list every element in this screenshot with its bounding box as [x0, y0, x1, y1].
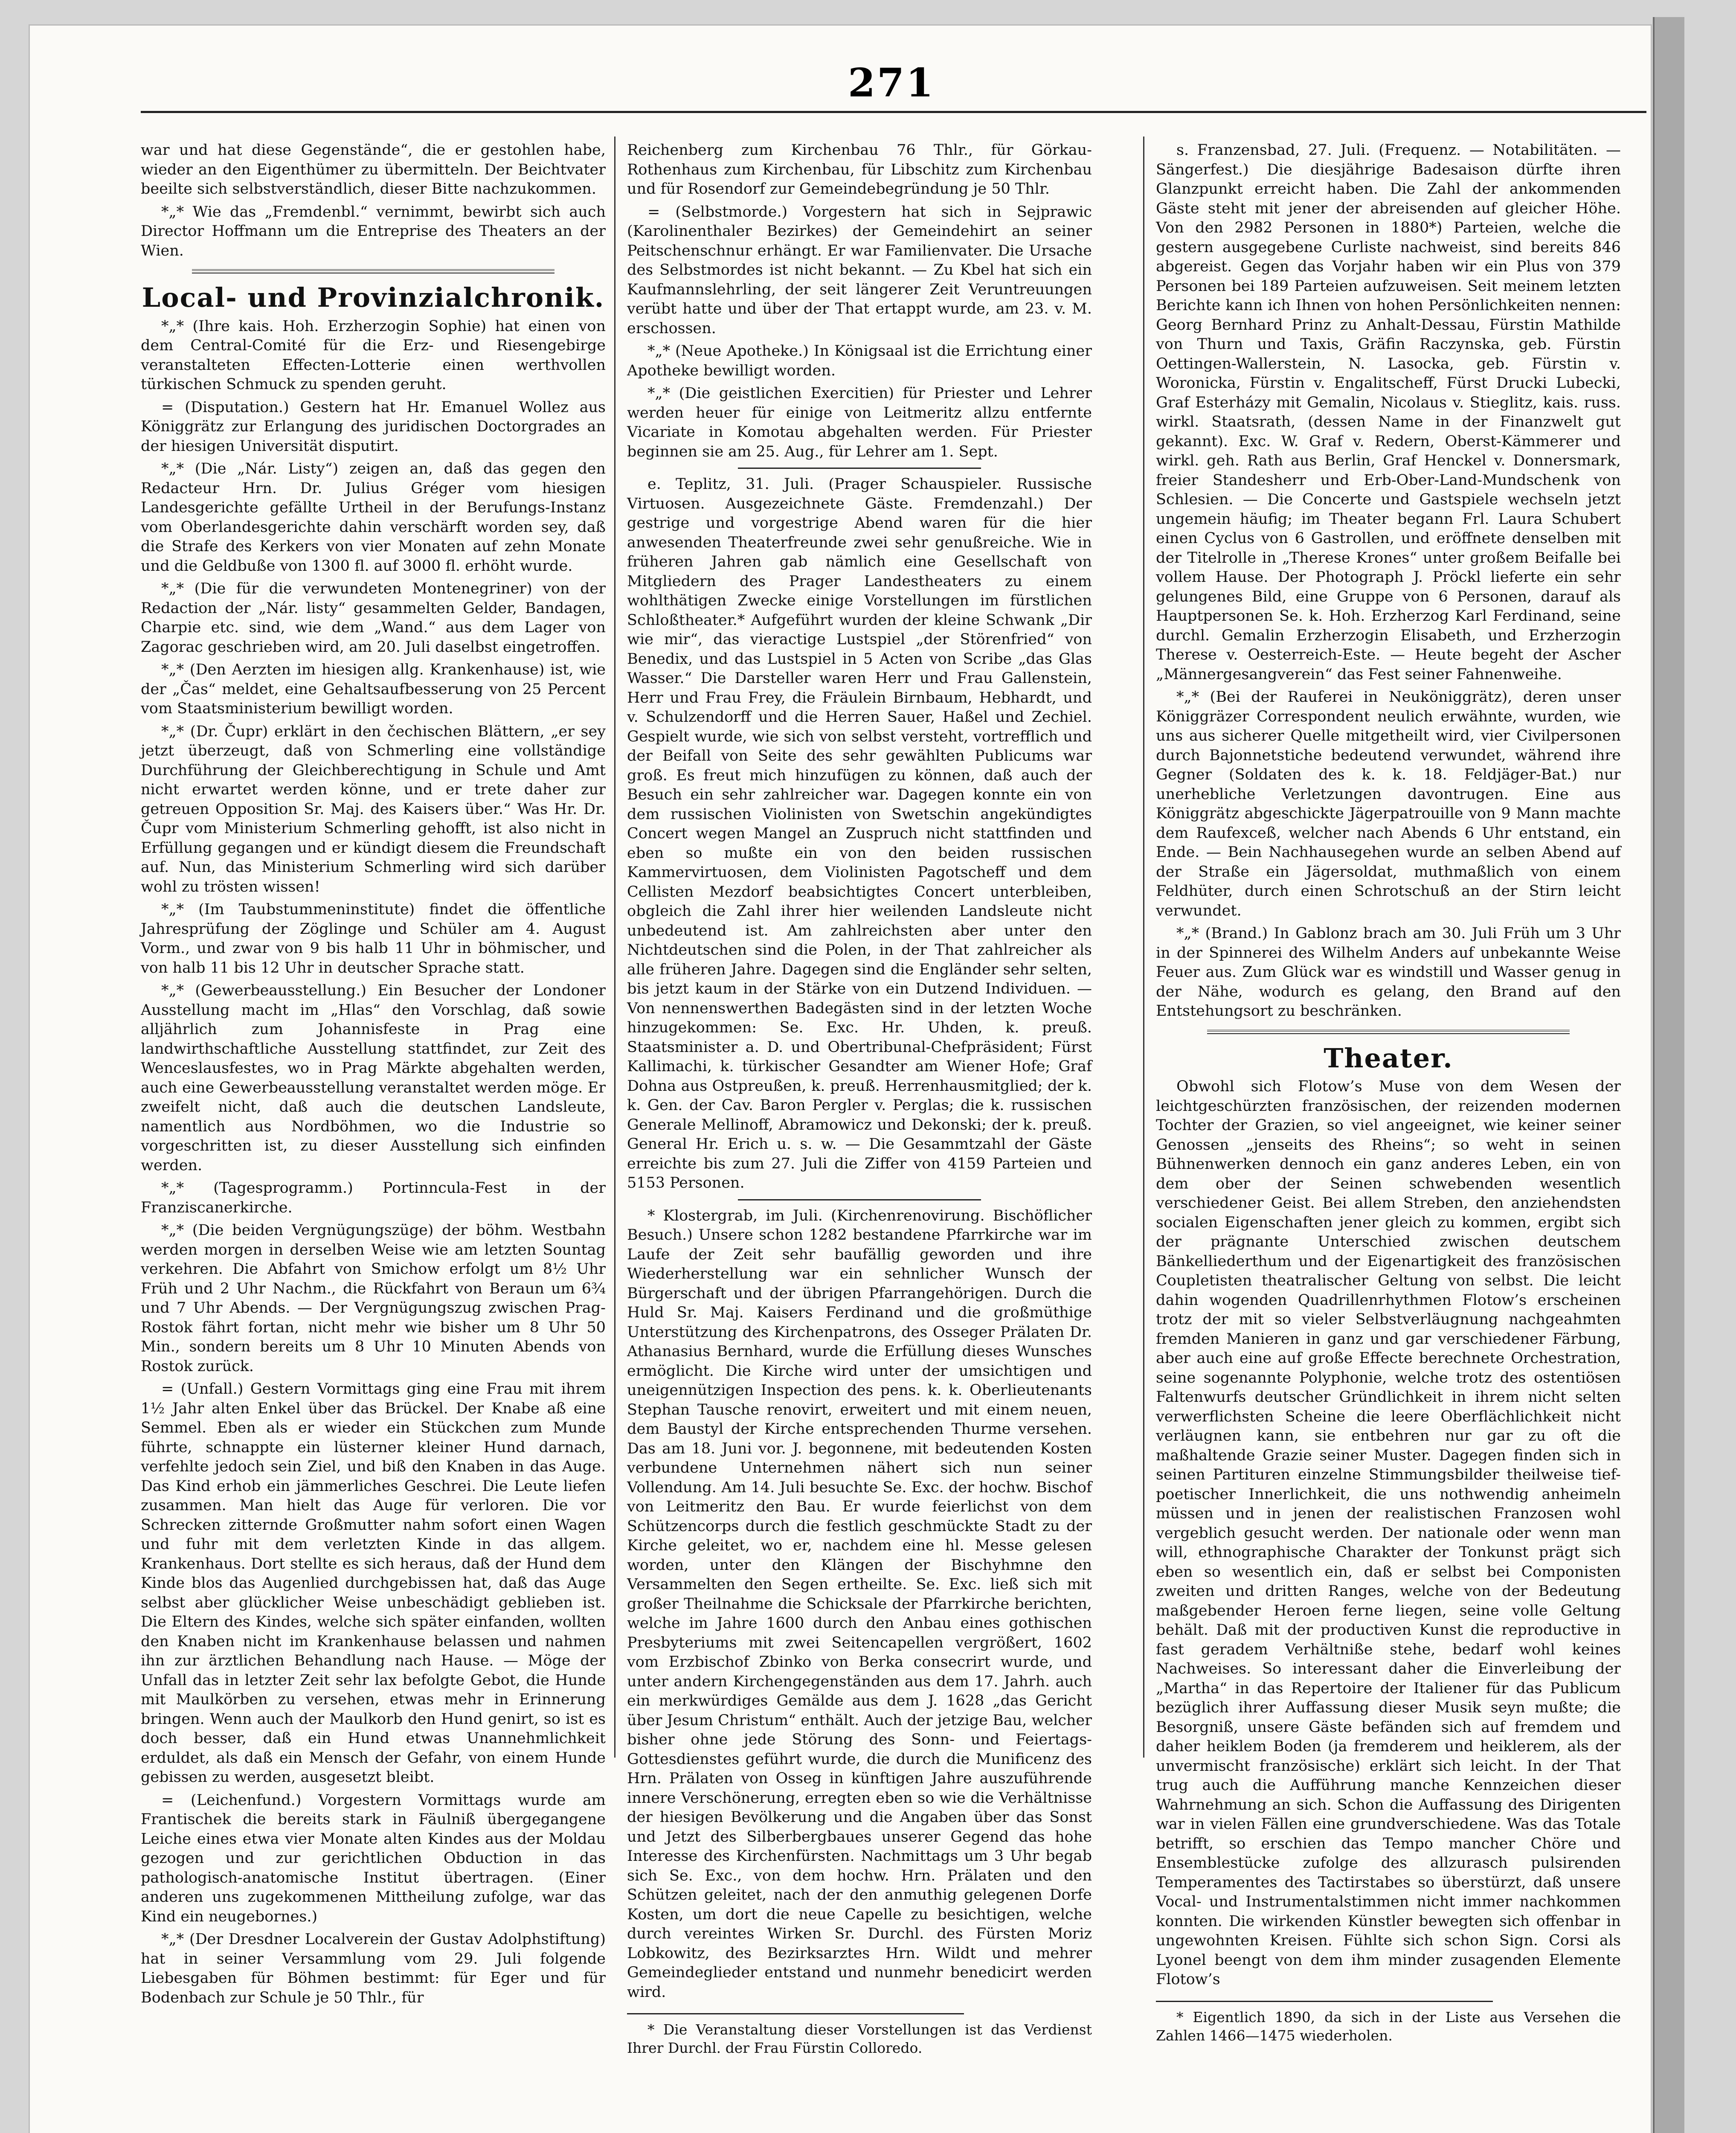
article-nar-listy: *„* (Die „Nár. Listy“) zeigen an, daß das gegen den Redacteur Hrn. Dr. Julius Gréger vom hiesigen Landesgerichte gefällte Urtheil in der Berufungs-Instanz vom Oberlandesgerichte dahin verschärft worden sey, daß die Strafe des Kerkers von vier Monaten auf zehn Monate und die Geldbuße von 1300 fl. auf 3000 fl. erhöht wurde.	[141, 460, 606, 575]
article-disputation: = (Disputation.) Gestern hat Hr. Emanuel Wollez aus Königgrätz zur Erlangung des juridischen Doctorgrades an der hiesigen Universität disputirt.	[141, 398, 606, 455]
section-title-theater: Theater.	[1324, 1042, 1453, 1074]
article-taubstummen: *„* (Im Taubstummeninstitute) findet die öffentliche Jahresprüfung der Zöglinge und Schüler am 4. August Vorm., und zwar von 9 bis halb 11 Uhr in böhmischer, und von halb 11 bis 12 Uhr in deutscher Sprache statt.	[141, 901, 606, 976]
column-3	[1156, 141, 1621, 2048]
article-tagesprogramm: *„* (Tagesprogramm.) Portinncula-Fest in der Franziscanerkirche.	[141, 1180, 606, 1216]
header-rule	[141, 111, 1646, 113]
footnote-rule	[627, 2013, 964, 2014]
article-aerzten: *„* (Den Aerzten im hiesigen allg. Krankenhause) ist, wie der „Čas“ meldet, eine Gehaltsaufbesserung von 25 Percent vom Staatsministerium bewilligt worden.	[141, 661, 606, 717]
column-1	[141, 141, 606, 2011]
article-continuation: war und hat diese Gegenstände“, die er gestohlen habe, wieder an den Eigenthümer zu übermitteln. Der Beichtvater beeilte sich selbstverständlich, dieser Bitte nachzukommen.	[141, 142, 606, 198]
article-apotheke: *„* (Neue Apotheke.) In Königsaal ist die Errichtung einer Apotheke bewilligt worden.	[627, 343, 1092, 379]
article-exercitien: *„* (Die geistlichen Exercitien) für Priester und Lehrer werden heuer für einige von Leitmeritz allzu entfernte Vicariate in Komotau abgehalten werden. Für Priester beginnen sie am 25. Aug., für Lehrer am 1. Sept.	[627, 385, 1092, 460]
article-unfall: = (Unfall.) Gestern Vormittags ging eine Frau mit ihrem 1½ Jahr alten Enkel über das Brückel. Der Knabe aß eine Semmel. Eben als er wieder ein Stückchen zum Munde führte, schnappte ein lüsterner kleiner Hund darnach, verfehlte jedoch sein Ziel, und biß den Knaben in das Auge. Das Kind erhob ein jämmerliches Geschrei. Die Leute liefen zusammen. Man hielt das Auge für verloren. Die vor Schrecken zitternde Großmutter nahm sofort einen Wagen und fuhr mit dem verletzten Kinde in das allgem. Krankenhaus. Dort stellte es sich heraus, daß der Hund dem Kinde blos das Augenlied durchgebissen hat, daß das Auge selbst aber glücklicher Weise unbeschädigt geblieben ist. Die Eltern des Kindes, welche sich später einfanden, wollten den Knaben nicht im Krankenhause belassen und nahmen ihn zur ärztlichen Behandlung nach Hause. — Möge der Unfall das in letzter Zeit sehr lax befolgte Gebot, die Hunde mit Maulkörben zu versehen, etwas mehr in Erinnerung bringen. Wenn auch der Maulkorb den Hund genirt, so ist es doch besser, daß ein Hund etwas Unannehmlichkeit erduldet, als daß ein Mensch der Gefahr, von einem Hunde gebissen zu werden, ausgesetzt bleibt.	[141, 1380, 606, 1786]
article-fremdenblatt: *„* Wie das „Fremdenbl.“ vernimmt, bewirbt sich auch Director Hoffmann um die Entreprise des Theaters an der Wien.	[141, 203, 606, 259]
column-divider-1	[614, 137, 615, 1758]
footnote-rule	[1156, 2001, 1493, 2002]
page-number: 271	[848, 60, 935, 106]
footnote: * Die Veranstaltung dieser Vorstellungen ist das Verdienst Ihrer Durchl. der Frau Fürstin Colloredo.	[627, 2021, 1092, 2056]
article-theater-review: Obwohl sich Flotow’s Muse von dem Wesen der leichtgeschürzten französischen, der reizenden modernen Tochter der Grazien, so viel angeeignet, wie keiner seiner Genossen „jenseits des Rheins“; so weht in seinen Bühnenwerken dennoch ein ganz anderes Leben, ein von dem ober der Seinen schwebenden wesentlich verschiedener Geist. Bei allem Streben, den anziehendsten socialen Eigenschaften jener gleich zu kommen, ergibt sich der prägnante Unterschied zwischen deutschem Bänkelliederthum und der Eigenartigkeit des französischen Coupletisten theatralischer Geltung von selbst. Die leicht dahin wogenden Quadrillenrhythmen Flotow’s erscheinen trotz der mit so vieler Selbstverläugnung nachgeahmten fremden Manieren in ganz und gar verschiedener Färbung, aber auch eine auf große Effecte berechnete Orchestration, seine sogenannte Polyphonie, welche trotz des ostentiösen Faltenwurfs deutscher Gründlichkeit in ihrem nicht selten verwerflichsten Scheine die leere Oberflächlichkeit nicht verläugnen kann, sie entbehren nur gar zu oft die maßhaltende Grazie seiner Muster. Dagegen finden sich in seinen Partituren einzelne Stimmungsbilder theilweise tief-poetischer Innerlichkeit, die uns nothwendig anheimeln müssen und in jenen der realistischen Franzosen wohl vergeblich gesucht werden. Der nationale oder wenn man will, ethnographische Charakter der Tonkunst prägt sich eben so wesentlich ein, daß er selbst bei Componisten zweiten und dritten Ranges, welche von der Bedeutung maßgebender Heroen ferne liegen, seine volle Geltung behält. Daß mit der productiven Kunst die reproductive in fast geradem Verhältniße stehe, bedarf wohl keines Nachweises. So interessant daher die Einverleibung der „Martha“ in das Repertoire der Italiener für das Publicum bezüglich ihrer Auffassung dieser Musik seyn mußte; die Besorgniß, unsere Gäste befänden sich auf fremdem und daher heiklem Boden (ja fremderem und heiklerem, als der unvermischt französische) erklärt sich leicht. In der That trug auch die Aufführung manche Kennzeichen dieser Wahrnehmung an sich. Schon die Auffassung des Dirigenten war in vielen Fällen eine grundverschiedene. Was das Totale betrifft, so erschien das Tempo mancher Chöre und Ensemblestücke zufolge des allzurasch pulsirenden Temperamentes des Tactirstabes so überstürzt, daß unsere Vocal- und Instrumentalstimmen nicht immer nachkommen konnten. Die wirkenden Künstler bewegten sich offenbar in ungewohnten Kreisen. Fühlte sich schon Sign. Corsi als Lyonel beengt von dem ihm minder zusagenden Elemente Flotow’s	[1156, 1078, 1621, 1988]
article-klostergrab: * Klostergrab, im Juli. (Kirchenrenovirung. Bischöflicher Besuch.) Unsere schon 1282 bestandene Pfarrkirche war im Laufe der Zeit sehr baufällig geworden und ihre Wiederherstellung war ein sehnlicher Wunsch der Bürgerschaft und der übrigen Pfarrangehörigen. Durch die Huld Sr. Maj. Kaisers Ferdinand und die großmüthige Unterstützung des Kirchenpatrons, des Osseger Prälaten Dr. Athanasius Bernhard, wurde die Erfüllung dieses Wunsches ermöglicht. Die Kirche wird unter der umsichtigen und uneigennützigen Inspection des pens. k. k. Oberlieutenants Stephan Tausche renovirt, erweitert und mit einem neuen, dem Baustyl der Kirche entsprechenden Thurme versehen. Das am 18. Juni vor. J. begonnene, mit bedeutenden Kosten verbundene Unternehmen nähert sich nun seiner Vollendung. Am 14. Juli besuchte Se. Exc. der hochw. Bischof von Leitmeritz den Bau. Er wurde feierlichst von dem Schützencorps durch die festlich geschmückte Stadt zu der Kirche geleitet, wo er, nachdem eine hl. Messe gelesen worden, unter den Klängen der Bischyhmne den Versammelten den Segen ertheilte. Se. Exc. ließ sich mit großer Theilnahme die Schicksale der Pfarrkirche berichten, welche im Jahre 1600 durch den Anbau eines gothischen Presbyteriums mit zwei Seitencapellen vergrößert, 1602 vom Erzbischof Zbinko von Berka consecrirt wurde, und unter andern Kirchengegenständen aus dem 17. Jahrh. auch ein merkwürdiges Gemälde aus dem J. 1628 „das Gericht über Jesum Christum“ enthält. Auch der jetzige Bau, welcher bisher ohne jede Störung des Sonn- und Feiertags-Gottesdienstes geführt wurde, die durch die Munificenz des Hrn. Prälaten von Osseg in künftigen Jahre auszuführende innere Verschönerung, erregten eben so wie die Verhältnisse der hiesigen Bevölkerung und die Angaben über das Sonst und Jetzt des Silberbergbaues unserer Gegend das hohe Interesse des Kirchenfürsten. Nachmittags um 3 Uhr begab sich Se. Exc., von dem hochw. Hrn. Prälaten und den Schützen geleitet, nach der den anmuthig gelegenen Dorfe Kosten, um dort die neue Capelle zu besichtigen, welche durch vereintes Wirken Sr. Durchl. des Fürsten Moriz Lobkowitz, des Bezirksarztes Hrn. Wildt und mehrer Gemeindeglieder entstand und nunmehr benedicirt werden wird.	[627, 1207, 1092, 2001]
page-edge	[1653, 17, 1684, 2133]
article-rauferei: *„* (Bei der Rauferei in Neuköniggrätz), deren unser Königgräzer Correspondent neulich erwähnte, wurden, wie uns aus sicherer Quelle mitgetheilt wird, vier Civilpersonen durch Bajonnetstiche bedeutend verwundet, während ihre Gegner (Soldaten des k. k. 18. Feldjäger-Bat.) nur unerhebliche Verletzungen davontrugen. Eine aus Königgrätz abgeschickte Jägerpatrouille von 9 Mann machte dem Raufexceß, welcher nach Abends 6 Uhr entstand, ein Ende. — Bein Nachhausegehen wurde an selben Abend auf der Straße ein Jägersoldat, muthmaßlich von einem Feldhüter, durch einen Schrotschuß an der Stirn leicht verwundet.	[1156, 689, 1621, 919]
article-erzherzogin: *„* (Ihre kais. Hoh. Erzherzogin Sophie) hat einen von dem Central-Comité für die Erz- und Riesengebirge veranstalteten Effecten-Lotterie einen werthvollen türkischen Schmuck zu spenden geruht.	[141, 317, 606, 393]
article-brand: *„* (Brand.) In Gablonz brach am 30. Juli Früh um 3 Uhr in der Spinnerei des Wilhelm Anders auf unbekannte Weise Feuer aus. Zum Glück war es windstill und Wasser genug in der Nähe, wodurch es gelang, den Brand auf den Entstehungsort zu beschränken.	[1156, 925, 1621, 1020]
article-leichenfund: = (Leichenfund.) Vorgestern Vormittags wurde am Frantischek die bereits stark in Fäulniß übergegangene Leiche eines etwa vier Monate alten Kindes aus der Moldau gezogen und zur gerichtlichen Obduction in das pathologisch-anatomische Institut übertragen. (Einer anderen uns zugekommenen Mittheilung zufolge, war das Kind ein neugebornes.)	[141, 1791, 606, 1925]
article-gustav-adolph: *„* (Der Dresdner Localverein der Gustav Adolphstiftung) hat in seiner Versammlung vom 29. Juli folgende Liebesgaben für Böhmen bestimmt: für Eger und für Bodenbach zur Schule je 50 Thlr., für	[141, 1931, 606, 2006]
article-gewerbeausstellung: *„* (Gewerbeausstellung.) Ein Besucher der Londoner Ausstellung macht im „Hlas“ den Vorschlag, daß sowie alljährlich zum Johannisfeste in Prag eine landwirthschaftliche Ausstellung stattfindet, zur Zeit des Wenceslausfestes, wo in Prag Märkte abgehalten werden, auch eine Gewerbeausstellung veranstaltet werden möge. Er zweifelt nicht, daß auch die deutschen Landsleute, namentlich aus Nordböhmen, wo die Industrie so vorgeschritten ist, zu dieser Ausstellung sich einfinden werden.	[141, 982, 606, 1174]
article-divider	[738, 1199, 981, 1200]
section-divider	[192, 269, 554, 273]
section-title-local: Local- und Provinzialchronik.	[142, 282, 605, 313]
footnote: * Eigentlich 1890, da sich in der Liste aus Versehen die Zahlen 1466—1475 wiederholen.	[1156, 2008, 1621, 2044]
article-teplitz: e. Teplitz, 31. Juli. (Prager Schauspieler. Russische Virtuosen. Ausgezeichnete Gäste. Fremdenzahl.) Der gestrige und vorgestrige Abend waren für die hier anwesenden Theaterfreunde zwei sehr genußreiche. Wie in früheren Jahren gab nämlich eine Gesellschaft von Mitgliedern des Prager Landestheaters zu einem wohlthätigen Zwecke einige Vorstellungen im fürstlichen Schloßtheater.* Aufgeführt wurden der kleine Schwank „Dir wie mir“, das vieractige Lustspiel „der Störenfried“ von Benedix, und das Lustspiel in 5 Acten von Scribe „das Glas Wasser.“ Die Darsteller waren Herr und Frau Gallenstein, Herr und Frau Frey, die Fräulein Birnbaum, Hebhardt, und v. Schulzendorff und die Herren Sauer, Haßel und Zechiel. Gespielt wurde, wie sich von selbst versteht, vortrefflich und der Beifall von Seite des sehr gewählten Publicums war groß. Es freut mich hinzufügen zu können, daß auch der Besuch ein sehr zahlreicher war. Dagegen konnte ein von dem russischen Violinisten von Swetschin angekündigtes Concert wegen Mangel an Zuspruch nicht stattfinden und eben so mußte ein von den beiden russischen Kammervirtuosen, dem Violinisten Pagotscheff und dem Cellisten Mezdorf beabsichtigtes Concert unterbleiben, obgleich die Zahl ihrer hier weilenden Landsleute nicht unbedeutend ist. Am zahlreichsten aber unter den Nichtdeutschen sind die Polen, in der That zahlreicher als alle früheren Jahre. Dagegen sind die Engländer sehr selten, bis jetzt kaum in der Stärke von ein Dutzend Individuen. — Von nennenswerthen Badegästen sind in der letzten Woche hinzugekommen: Se. Exc. Hr. Uhden, k. preuß. Staatsminister a. D. und Obertribunal-Chefpräsident; Fürst Kallimachi, k. türkischer Gesandter am Wiener Hofe; Graf Dohna aus Ostpreußen, k. preuß. Herrenhausmitglied; der k. k. Gen. der Cav. Baron Pergler v. Perglas; die k. russischen Generale Mellinoff, Abramowicz und Dekonski; der k. preuß. General Hr. Erich u. s. w. — Die Gesammtzahl der Gäste erreichte bis zum 27. Juli die Ziffer von 4159 Parteien und 5153 Personen.	[627, 476, 1092, 1191]
article-divider	[738, 468, 981, 469]
section-divider	[1207, 1030, 1570, 1034]
article-dr-cupr: *„* (Dr. Čupr) erklärt in den čechischen Blättern, „er sey jetzt überzeugt, daß von Schmerling eine vollständige Durchführung der Gleichberechtigung in Schule und Amt nicht erwartet werden könne, und er trete daher zur getreuen Opposition Sr. Maj. des Kaisers über.“ Was Hr. Dr. Čupr vom Ministerium Schmerling gehofft, ist also nicht in Erfüllung gegangen und er kündigt diesem die Freundschaft auf. Nun, das Ministerium Schmerling wird sich darüber wohl zu trösten wissen!	[141, 723, 606, 895]
article-continuation: Reichenberg zum Kirchenbau 76 Thlr., für Görkau-Rothenhaus zum Kirchenbau, für Libschitz zum Kirchenbau und für Rosendorf zur Gemeindebegründung je 50 Thlr.	[627, 142, 1092, 198]
article-selbstmorde: = (Selbstmorde.) Vorgestern hat sich in Sejprawic (Karolinenthaler Bezirkes) der Gemeindehirt an seiner Peitschenschnur erhängt. Er war Familienvater. Die Ursache des Selbstmordes ist nicht bekannt. — Zu Kbel hat sich ein Kaufmannslehrling, der seit längerer Zeit Veruntreuungen verübt hatte und über der That ertappt wurde, am 23. v. M. erschossen.	[627, 203, 1092, 337]
column-2	[627, 141, 1092, 2060]
column-divider-2	[1143, 137, 1144, 1758]
article-montenegriner: *„* (Die für die verwundeten Montenegriner) von der Redaction der „Nár. listy“ gesammelten Gelder, Bandagen, Charpie etc. sind, wie dem „Wand.“ aus dem Lager von Zagorac geschrieben wird, am 20. Juli daselbst eingetroffen.	[141, 580, 606, 656]
article-franzensbad: s. Franzensbad, 27. Juli. (Frequenz. — Notabilitäten. — Sängerfest.) Die diesjährige Badesaison dürfte ihren Glanzpunkt erreicht haben. Die Zahl der ankommenden Gäste steht mit jener der abreisenden auf gleicher Höhe. Von den 2982 Personen in 1880*) Parteien, welche die gestern ausgegebene Curliste nachweist, sind bereits 846 abgereist. Gegen das Vorjahr haben wir ein Plus von 379 Personen bei 189 Parteien aufzuweisen. Seit meinem letzten Berichte kann ich Ihnen von hohen Persönlichkeiten nennen: Georg Bernhard Prinz zu Anhalt-Dessau, Fürstin Mathilde von Thurn und Taxis, Gräfin Raczynska, geb. Fürstin Oettingen-Wallerstein, N. Lasocka, geb. Fürstin v. Woronicka, Fürstin v. Engalitscheff, Fürst Drucki Lubecki, Graf Esterházy mit Gemalin, Nicolaus v. Stieglitz, kais. russ. wirkl. Staatsrath, (dessen Name in der Finanzwelt gut gekannt). Exc. W. Graf v. Redern, Oberst-Kämmerer und wirkl. geh. Rath aus Berlin, Graf Henckel v. Donnersmark, freier Standesherr und Erb-Ober-Land-Mundschenk von Schlesien. — Die Concerte und Gastspiele wechseln jetzt ungemein häufig; im Theater begann Frl. Laura Schubert einen Cyclus von 6 Gastrollen, und eröffnete denselben mit der Titelrolle in „Therese Krones“ unter großem Beifalle bei vollem Hause. Der Photograph J. Pröckl lieferte ein sehr gelungenes Bild, eine Gruppe von 6 Personen, darauf als Hauptpersonen Se. k. Hoh. Erzherzog Karl Ferdinand, seine durchl. Gemalin Erzherzogin Elisabeth, und Erzherzogin Therese v. Oesterreich-Este. — Heute begeht der Ascher „Männergesangverein“ das Fest seiner Fahnenweihe.	[1156, 142, 1621, 683]
article-vergnuegungszuege: *„* (Die beiden Vergnügungszüge) der böhm. Westbahn werden morgen in derselben Weise wie am letzten Sountag verkehren. Die Abfahrt von Smichow erfolgt um 8½ Uhr Früh und 2 Uhr Nachm., die Rückfahrt von Beraun um 6¾ und 7 Uhr Abends. — Der Vergnügungszug zwischen Prag-Rostok fährt fortan, nicht mehr wie bisher um 8 Uhr 50 Min., sondern bereits um 8 Uhr 10 Minuten Abends von Rostok zurück.	[141, 1222, 606, 1375]
